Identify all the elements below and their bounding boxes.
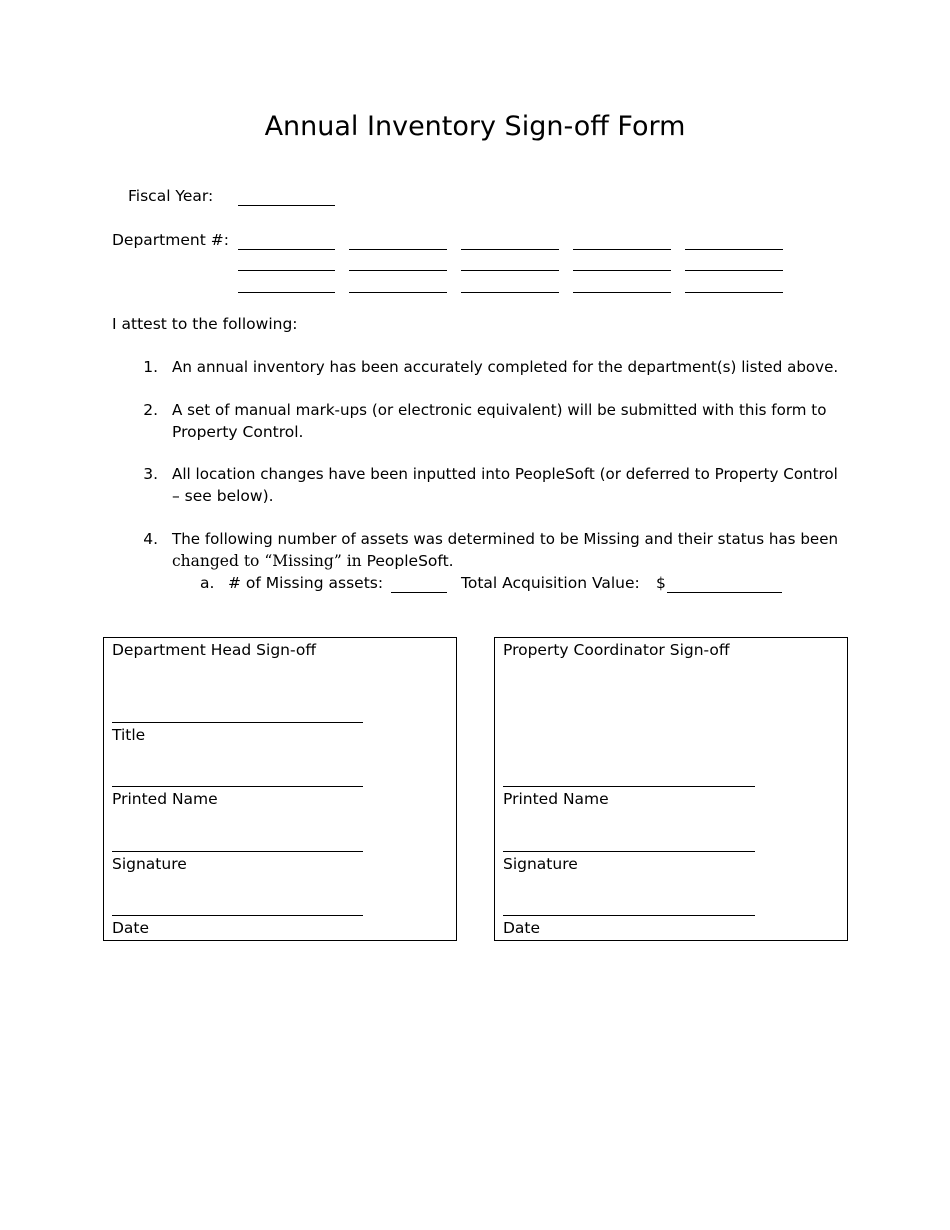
- list-item-text: Property Control.: [172, 423, 304, 441]
- signature-label: Signature: [112, 855, 187, 873]
- sub-item-letter: a.: [200, 574, 215, 592]
- department-head-signoff-box: [103, 637, 457, 941]
- list-item-text-serif: changed to “Missing” in: [172, 552, 362, 570]
- attest-intro: I attest to the following:: [112, 315, 298, 333]
- department-field[interactable]: [461, 270, 559, 271]
- date-field[interactable]: [503, 915, 755, 916]
- printed-name-label: Printed Name: [503, 790, 609, 808]
- printed-name-field[interactable]: [112, 786, 363, 787]
- list-item-text: An annual inventory has been accurately completed for the department(s) listed above.: [172, 358, 839, 376]
- printed-name-label: Printed Name: [112, 790, 218, 808]
- department-field[interactable]: [685, 270, 783, 271]
- list-item-text-sans: PeopleSoft.: [366, 552, 454, 570]
- department-field[interactable]: [573, 249, 671, 250]
- department-field[interactable]: [461, 249, 559, 250]
- department-field[interactable]: [238, 292, 335, 293]
- department-field[interactable]: [573, 270, 671, 271]
- signature-field[interactable]: [112, 851, 363, 852]
- department-field[interactable]: [238, 270, 335, 271]
- department-head-heading: Department Head Sign-off: [112, 641, 317, 659]
- department-field[interactable]: [349, 249, 447, 250]
- list-item-number: 2.: [143, 401, 158, 419]
- department-field[interactable]: [238, 249, 335, 250]
- list-item-number: 1.: [143, 358, 158, 376]
- department-field[interactable]: [573, 292, 671, 293]
- date-label: Date: [112, 919, 150, 937]
- property-coordinator-signoff-box: [494, 637, 848, 941]
- date-label: Date: [503, 919, 541, 937]
- missing-assets-field[interactable]: [391, 592, 447, 593]
- acquisition-value-label: Total Acquisition Value:: [461, 574, 640, 592]
- department-field[interactable]: [685, 292, 783, 293]
- title-label: Title: [112, 726, 146, 744]
- acquisition-value-field[interactable]: [667, 592, 782, 593]
- list-item-text: A set of manual mark-ups (or electronic equivalent) will be submitted with this form to: [172, 401, 827, 419]
- department-field[interactable]: [349, 270, 447, 271]
- department-field[interactable]: [349, 292, 447, 293]
- currency-symbol: $: [656, 574, 666, 592]
- list-item-text: [172, 550, 454, 572]
- signature-label: Signature: [503, 855, 578, 873]
- page-title: Annual Inventory Sign-off Form: [264, 111, 686, 142]
- printed-name-field[interactable]: [503, 786, 755, 787]
- department-field[interactable]: [685, 249, 783, 250]
- department-label: Department #:: [112, 231, 229, 249]
- list-item-text: – see below).: [172, 487, 274, 505]
- title-field[interactable]: [112, 722, 363, 723]
- property-coordinator-heading: Property Coordinator Sign-off: [503, 641, 730, 659]
- list-item-text: All location changes have been inputted into PeopleSoft (or deferred to Property Control: [172, 465, 838, 483]
- fiscal-year-field[interactable]: [238, 205, 335, 206]
- list-item-number: 4.: [143, 530, 158, 548]
- fiscal-year-label: Fiscal Year:: [128, 187, 214, 205]
- date-field[interactable]: [112, 915, 363, 916]
- department-field[interactable]: [461, 292, 559, 293]
- missing-assets-label: # of Missing assets:: [228, 574, 384, 592]
- list-item-number: 3.: [143, 465, 158, 483]
- signature-field[interactable]: [503, 851, 755, 852]
- list-item-text: The following number of assets was determined to be Missing and their status has been: [172, 530, 839, 548]
